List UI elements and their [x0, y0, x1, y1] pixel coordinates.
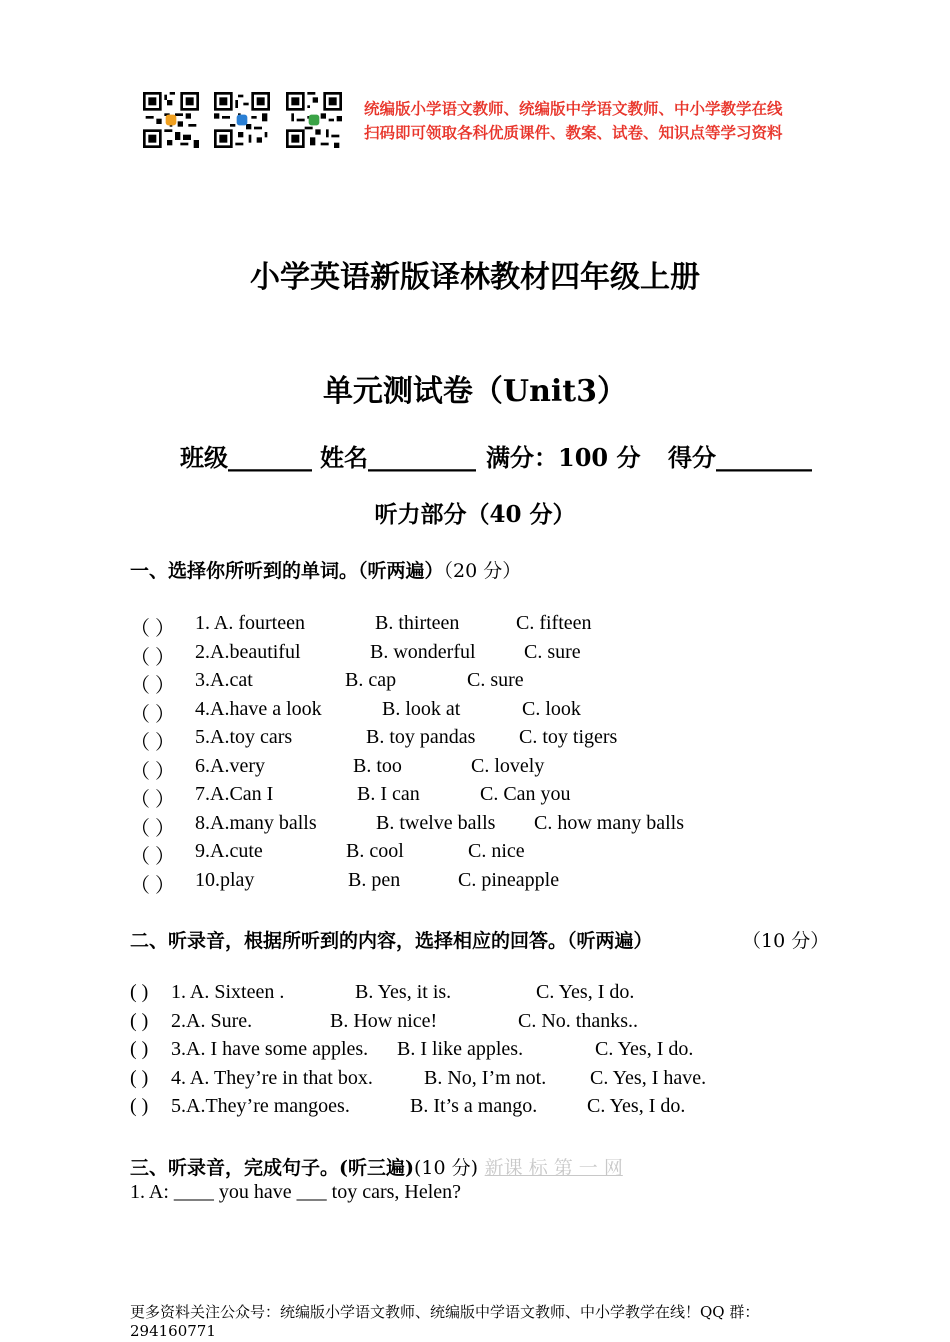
option-c: C. how many balls	[534, 811, 684, 834]
option-c: C. lovely	[471, 754, 545, 777]
question-row	[0, 1038, 950, 1066]
answer-bracket: ( )	[130, 1009, 149, 1032]
answer-bracket: （ ）	[130, 874, 175, 897]
option-a: 1. A. fourteen	[195, 612, 305, 634]
section-3-heading: 三、听录音，完成句子。(听三遍)	[130, 1157, 414, 1179]
answer-bracket: （ ）	[130, 618, 175, 640]
option-b: B. It’s a mango.	[410, 1095, 538, 1117]
section-1-title	[130, 556, 521, 583]
question-row	[0, 869, 950, 897]
question-row	[0, 1010, 950, 1038]
banner-line-2: 扫码即可领取各科优质课件、教案、试卷、知识点等学习资料	[364, 124, 783, 142]
question-row	[0, 726, 950, 754]
qr-code-2	[214, 92, 270, 148]
option-c: C. fifteen	[516, 612, 592, 634]
option-c: C. Can you	[480, 783, 571, 805]
option-a: 5.A.They’re mangoes.	[171, 1095, 350, 1117]
question-row	[0, 612, 950, 640]
score-field: 得分________	[668, 443, 812, 472]
question-row	[0, 840, 950, 868]
option-a: 10.play	[195, 868, 255, 891]
option-a: 9.A.cute	[195, 840, 263, 862]
answer-bracket: （ ）	[130, 732, 175, 754]
option-b: B. too	[353, 754, 402, 777]
section-3-title	[130, 1153, 623, 1180]
option-b: B. pen	[348, 868, 401, 891]
answer-bracket: ( )	[130, 1038, 149, 1060]
option-c: C. sure	[467, 669, 524, 691]
question-row	[0, 981, 950, 1009]
full-score-label: 满分：100 分	[486, 443, 641, 472]
qr-code-1	[143, 92, 199, 148]
answer-bracket: （ ）	[130, 703, 175, 726]
option-b: B. wonderful	[370, 640, 476, 663]
option-b: B. twelve balls	[376, 811, 496, 834]
option-a: 6.A.very	[195, 754, 265, 777]
option-a: 1. A. Sixteen .	[171, 981, 285, 1003]
option-a: 3.A. I have some apples.	[171, 1038, 369, 1060]
question-row	[0, 698, 950, 726]
option-c: C. Yes, I have.	[590, 1066, 707, 1089]
option-a: 4. A. They’re in that box.	[171, 1066, 373, 1089]
section-1-heading: 一、选择你所听到的单词。（听两遍）	[130, 560, 444, 582]
question-row	[0, 755, 950, 783]
section-2-score: （10 分）	[742, 930, 830, 952]
section-3-question-1: 1. A: ____ you have ___ toy cars, Helen?	[130, 1181, 462, 1203]
answer-bracket: ( )	[130, 981, 149, 1003]
section-3-score: (10 分)	[413, 1157, 479, 1179]
answer-bracket: （ ）	[130, 817, 175, 840]
footer-note: 更多资料关注公众号：统编版小学语文教师、统编版中学语文教师、中小学教学在线！QQ 群：294160771	[130, 1303, 760, 1340]
option-b: B. look at	[382, 697, 461, 720]
option-b: B. How nice!	[330, 1009, 438, 1032]
listening-header: 听力部分（40 分）	[374, 501, 576, 528]
option-c: C. toy tigers	[519, 726, 618, 748]
question-row	[0, 641, 950, 669]
qr-code-3	[286, 92, 342, 148]
option-a: 2.A.beautiful	[195, 640, 301, 663]
option-c: C. Yes, I do.	[536, 981, 635, 1003]
answer-bracket: （ ）	[130, 789, 175, 811]
section-2-heading: 二、听录音，根据所听到的内容，选择相应的回答。（听两遍）	[130, 930, 653, 952]
answer-bracket: （ ）	[130, 846, 175, 868]
option-b: B. cool	[346, 840, 404, 862]
option-b: B. I can	[357, 783, 420, 805]
option-a: 7.A.Can I	[195, 783, 274, 805]
answer-bracket: （ ）	[130, 675, 175, 697]
option-b: B. No, I’m not.	[424, 1066, 547, 1089]
option-b: B. Yes, it is.	[355, 981, 452, 1003]
option-c: C. Yes, I do.	[595, 1038, 694, 1060]
section-1-score: （20 分）	[443, 560, 522, 582]
watermark-link[interactable]: 新课 标 第 一 网	[484, 1157, 623, 1179]
answer-bracket: （ ）	[130, 760, 175, 783]
question-row	[0, 669, 950, 697]
option-b: B. toy pandas	[366, 726, 476, 748]
option-a: 2.A. Sure.	[171, 1009, 253, 1032]
answer-bracket: ( )	[130, 1095, 149, 1117]
option-a: 5.A.toy cars	[195, 726, 293, 748]
name-field: 姓名_________	[320, 443, 476, 472]
class-field: 班级_______	[180, 443, 312, 472]
answer-bracket: （ ）	[130, 646, 175, 669]
option-c: C. Yes, I do.	[587, 1095, 686, 1117]
option-c: C. look	[522, 697, 581, 720]
option-c: C. No. thanks..	[518, 1009, 638, 1032]
option-a: 3.A.cat	[195, 669, 253, 691]
page-title: 小学英语新版译林教材四年级上册	[250, 260, 700, 295]
option-c: C. pineapple	[458, 868, 560, 891]
option-b: B. thirteen	[375, 612, 460, 634]
question-row	[0, 812, 950, 840]
banner-line-1: 统编版小学语文教师、统编版中学语文教师、中小学教学在线	[364, 100, 783, 118]
page-subtitle: 单元测试卷（Unit3）	[322, 374, 628, 409]
option-c: C. sure	[524, 640, 581, 663]
option-a: 4.A.have a look	[195, 697, 322, 720]
option-c: C. nice	[468, 840, 525, 862]
section-2-title	[130, 926, 830, 953]
question-row	[0, 783, 950, 811]
question-row	[0, 1067, 950, 1095]
question-row	[0, 1095, 950, 1123]
promo-banner	[364, 97, 814, 145]
option-b: B. I like apples.	[397, 1038, 524, 1060]
option-b: B. cap	[345, 669, 397, 691]
option-a: 8.A.many balls	[195, 811, 317, 834]
answer-bracket: ( )	[130, 1066, 149, 1089]
